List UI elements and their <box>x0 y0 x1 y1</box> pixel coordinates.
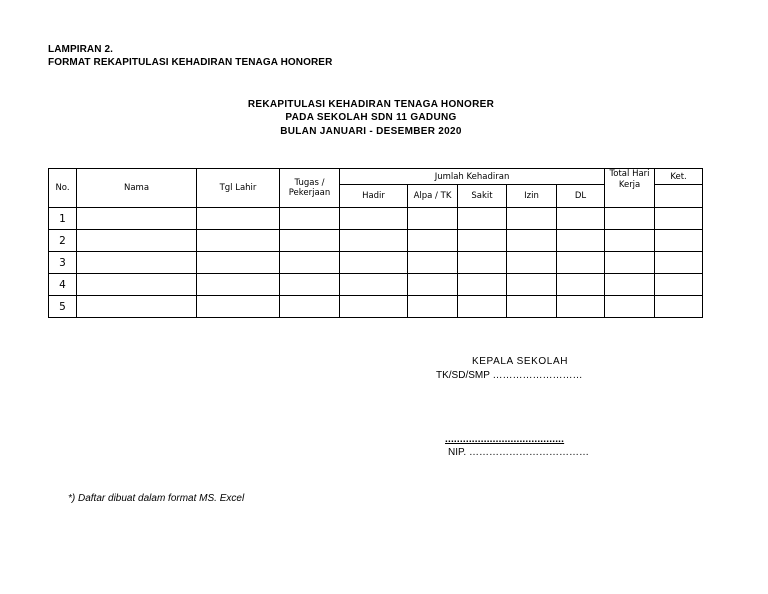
cell <box>507 296 557 318</box>
cell <box>458 208 507 230</box>
cell <box>655 252 703 274</box>
attachment-label: LAMPIRAN 2. <box>48 44 113 55</box>
cell <box>408 296 458 318</box>
cell <box>655 296 703 318</box>
cell <box>557 230 605 252</box>
header-tugas-line2: Pekerjaan <box>288 188 331 198</box>
cell <box>340 296 408 318</box>
cell <box>507 230 557 252</box>
signature-name-line: ........................................ <box>445 434 565 445</box>
header-ket: Ket. <box>655 169 703 185</box>
cell <box>557 296 605 318</box>
table-row <box>49 252 703 274</box>
format-title: FORMAT REKAPITULASI KEHADIRAN TENAGA HONORER <box>48 57 333 68</box>
cell <box>77 274 197 296</box>
footnote: *) Daftar dibuat dalam format MS. Excel <box>68 493 245 504</box>
cell <box>197 208 280 230</box>
cell <box>507 252 557 274</box>
cell <box>197 230 280 252</box>
cell <box>507 274 557 296</box>
row-number: 5 <box>49 296 77 318</box>
cell <box>340 208 408 230</box>
cell <box>655 208 703 230</box>
table-row <box>49 274 703 296</box>
cell <box>557 252 605 274</box>
cell <box>655 230 703 252</box>
cell <box>77 252 197 274</box>
cell <box>340 252 408 274</box>
header-tgl-lahir: Tgl Lahir <box>197 169 280 208</box>
cell <box>280 274 340 296</box>
signature-role: KEPALA SEKOLAH <box>472 356 569 367</box>
header-tugas-line1: Tugas / <box>294 178 325 188</box>
cell <box>408 230 458 252</box>
cell <box>557 274 605 296</box>
cell <box>197 296 280 318</box>
cell <box>605 208 655 230</box>
row-number: 3 <box>49 252 77 274</box>
table-row <box>49 296 703 318</box>
table-row <box>49 230 703 252</box>
header-tugas <box>280 169 340 208</box>
cell <box>77 208 197 230</box>
cell <box>408 252 458 274</box>
attendance-table <box>48 168 703 318</box>
period-line: BULAN JANUARI - DESEMBER 2020 <box>280 126 462 137</box>
header-dl: DL <box>557 185 605 208</box>
cell <box>280 296 340 318</box>
cell <box>605 230 655 252</box>
cell <box>458 252 507 274</box>
header-no: No. <box>49 169 77 208</box>
cell <box>197 274 280 296</box>
cell <box>197 252 280 274</box>
cell <box>458 230 507 252</box>
header-izin: Izin <box>507 185 557 208</box>
report-title: REKAPITULASI KEHADIRAN TENAGA HONORER <box>247 99 495 110</box>
header-nama: Nama <box>77 169 197 208</box>
school-line: PADA SEKOLAH SDN 11 GADUNG <box>285 112 457 123</box>
cell <box>280 208 340 230</box>
row-number: 2 <box>49 230 77 252</box>
cell <box>605 296 655 318</box>
cell <box>280 230 340 252</box>
cell <box>280 252 340 274</box>
cell <box>458 274 507 296</box>
cell <box>340 230 408 252</box>
header-hadir: Hadir <box>340 185 408 208</box>
cell <box>408 208 458 230</box>
cell <box>557 208 605 230</box>
cell <box>605 274 655 296</box>
row-number: 1 <box>49 208 77 230</box>
cell <box>655 274 703 296</box>
header-sakit: Sakit <box>458 185 507 208</box>
cell <box>77 230 197 252</box>
cell <box>507 208 557 230</box>
header-alpa: Alpa / TK <box>408 185 458 208</box>
header-total-text: Total Hari Kerja <box>609 169 650 190</box>
cell <box>340 274 408 296</box>
header-ket-blank <box>655 185 703 208</box>
signature-nip: NIP. ……………………………… <box>448 447 589 458</box>
header-total-hari-kerja <box>605 169 655 208</box>
header-jumlah-kehadiran: Jumlah Kehadiran <box>340 169 605 185</box>
cell <box>77 296 197 318</box>
table-row <box>49 208 703 230</box>
cell <box>605 252 655 274</box>
cell <box>408 274 458 296</box>
cell <box>458 296 507 318</box>
row-number: 4 <box>49 274 77 296</box>
signature-school: TK/SD/SMP ……………………… <box>436 370 583 381</box>
